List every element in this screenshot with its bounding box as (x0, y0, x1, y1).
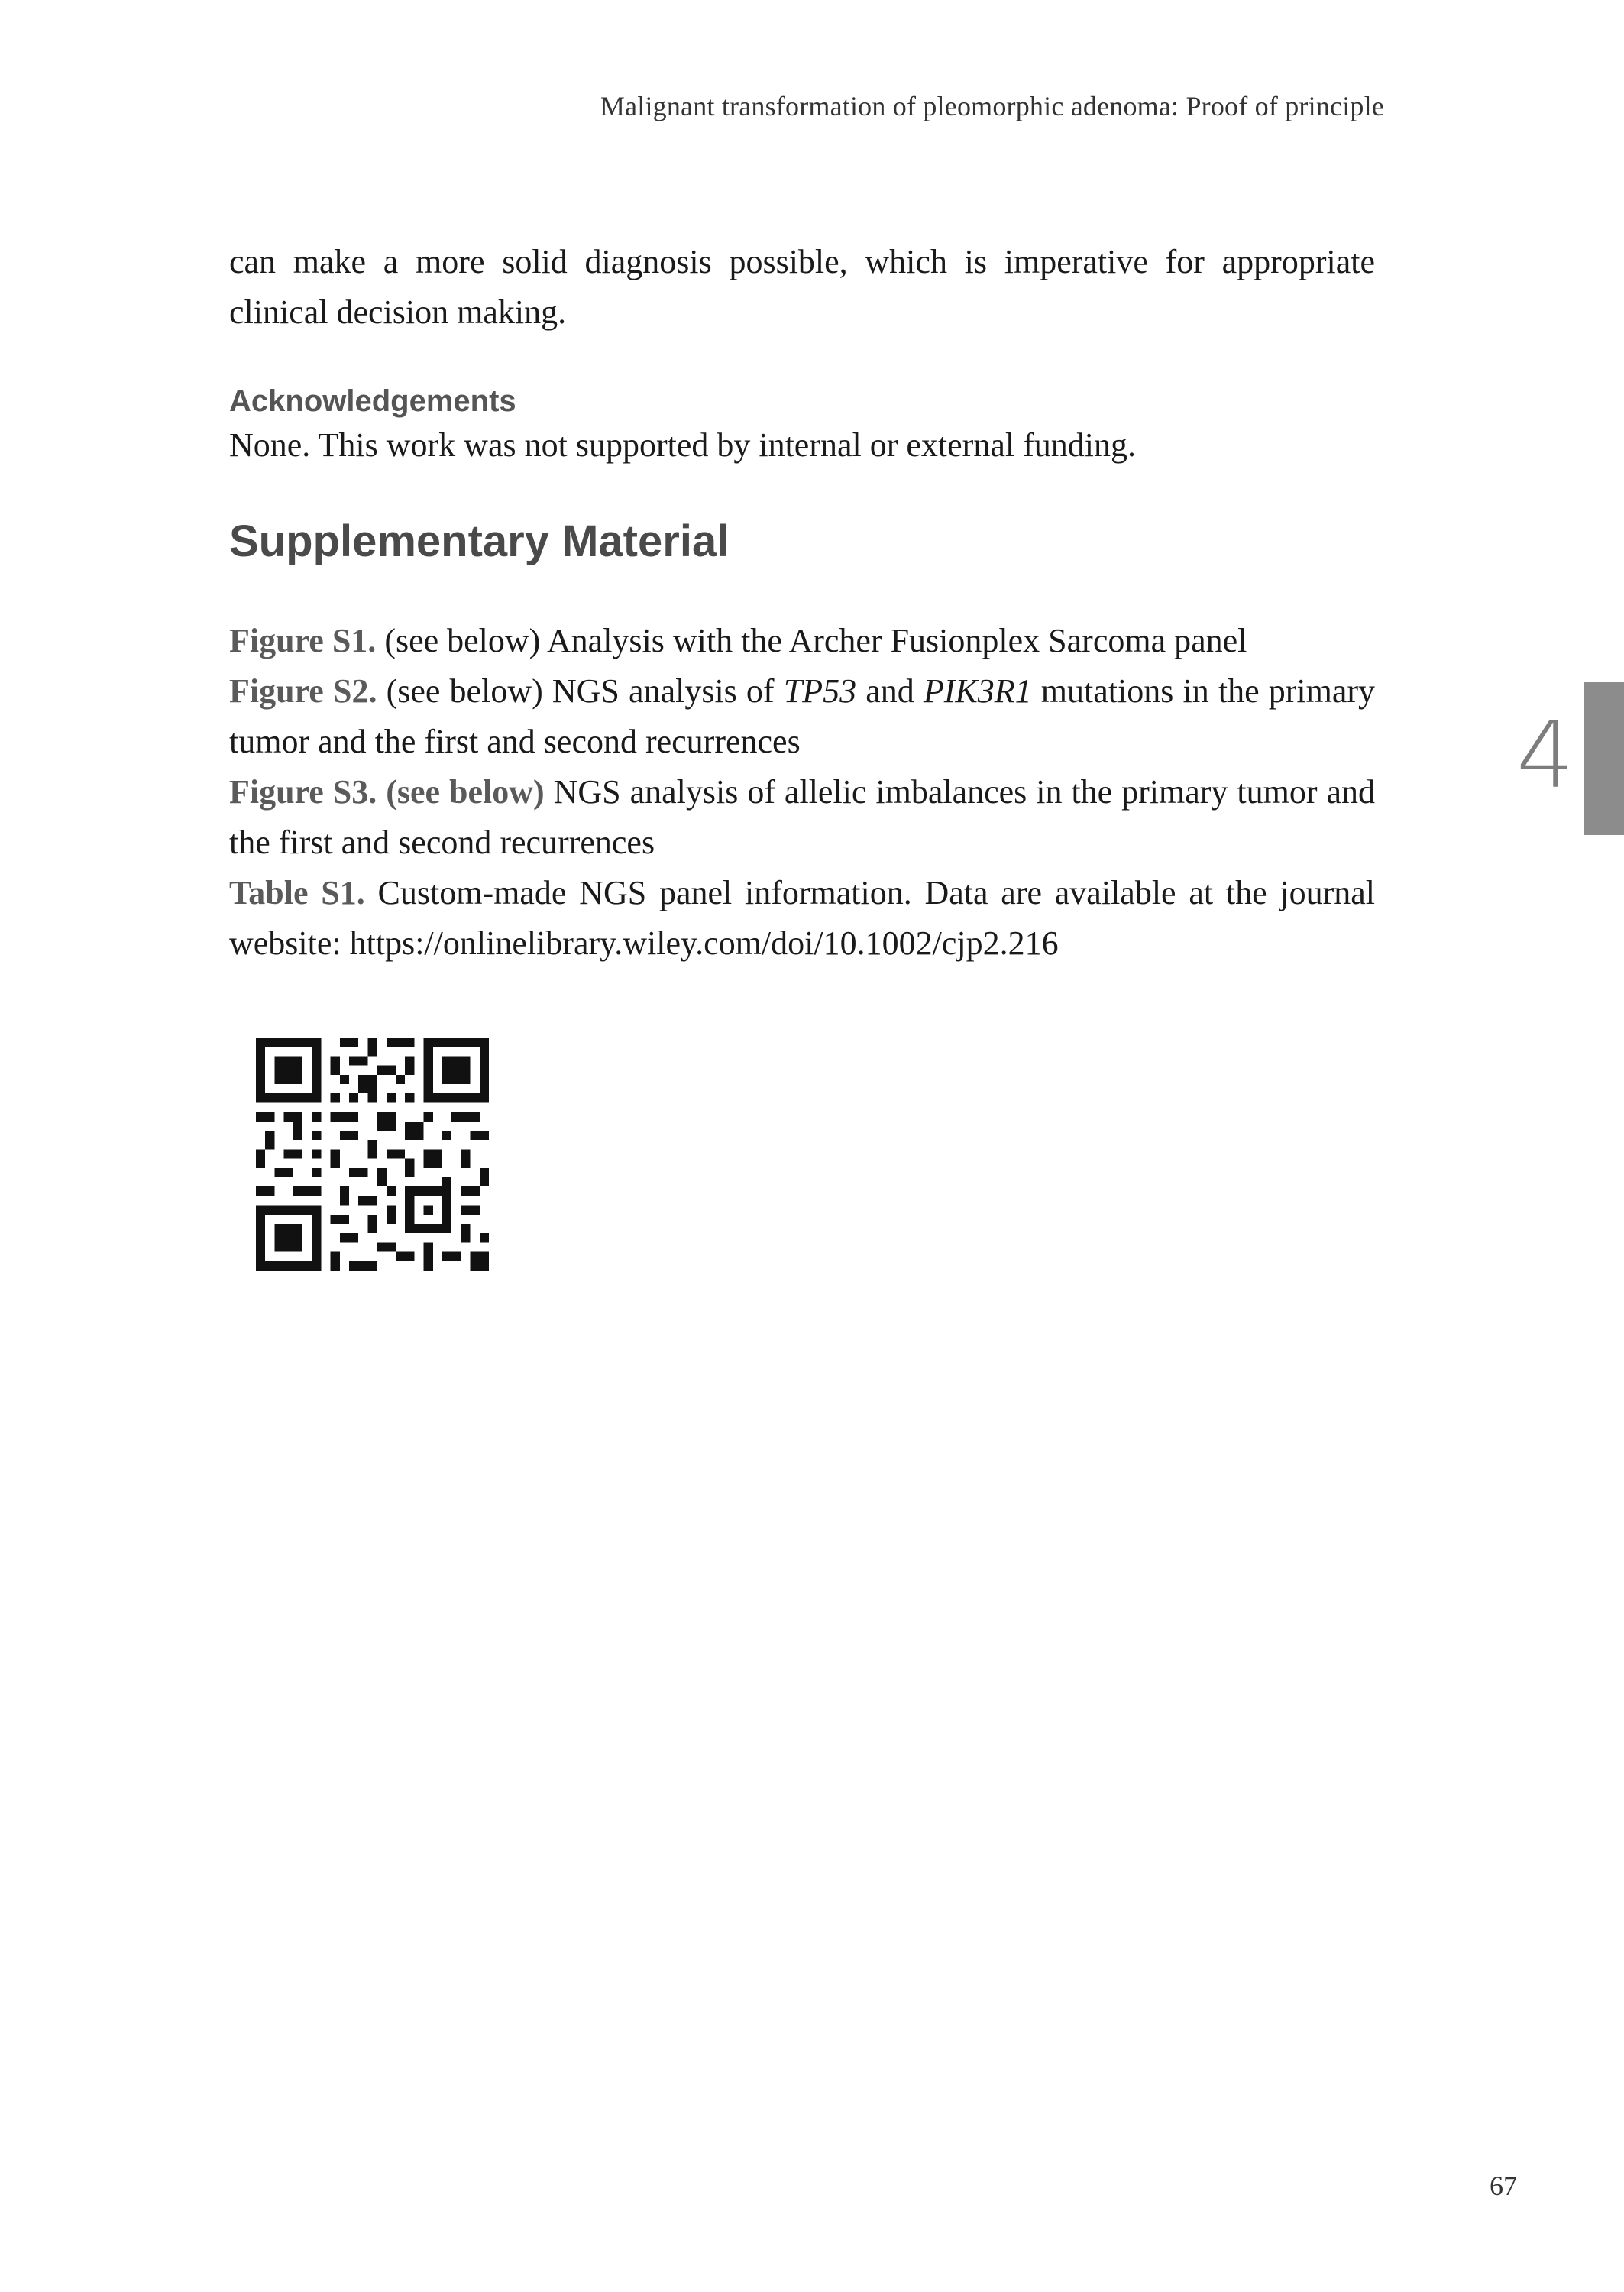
item-label: Figure S3. (see below) (229, 773, 545, 811)
supplementary-heading: Supplementary Material (229, 516, 730, 566)
supplementary-list (229, 616, 1375, 969)
supplementary-item-table-s1 (229, 868, 1375, 969)
qr-code[interactable] (256, 1038, 489, 1271)
supplementary-item-s2 (229, 666, 1375, 767)
page-number: 67 (1490, 2171, 1517, 2201)
body-paragraph: can make a more solid diagnosis possible, which is imperative for appropriate clinical decision making. (229, 243, 1375, 331)
gene-name: TP53 (783, 672, 857, 710)
supplementary-item-s3 (229, 767, 1375, 868)
item-text: NGS analysis of allelic imbalances in the primary tumor and the first and second recurrences (229, 773, 1375, 861)
item-label: Figure S1. (229, 622, 377, 659)
acknowledgements-text: None. This work was not supported by internal or external funding. (229, 426, 1136, 464)
page-content (229, 237, 1375, 969)
item-text: Custom-made NGS panel information. Data are available at the journal website: https://onlinelibrary.wiley.com/doi/10.1002/cjp2.216 (229, 874, 1376, 962)
item-label: Table S1. (229, 874, 365, 911)
item-label: Figure S2. (229, 672, 377, 710)
item-text: (see below) Analysis with the Archer Fusionplex Sarcoma panel (376, 622, 1247, 659)
gene-name: PIK3R1 (923, 672, 1032, 710)
chapter-number: 4 (1516, 703, 1575, 809)
item-text: mutations in the primary tumor and the first and second recurrences (229, 672, 1376, 760)
acknowledgements-heading: Acknowledgements (229, 384, 516, 418)
chapter-tab (1584, 682, 1624, 835)
item-text: and (856, 672, 924, 710)
item-text: (see below) NGS analysis of (377, 672, 784, 710)
running-header: Malignant transformation of pleomorphic adenoma: Proof of principle (600, 91, 1384, 121)
supplementary-item-s1 (229, 616, 1375, 666)
